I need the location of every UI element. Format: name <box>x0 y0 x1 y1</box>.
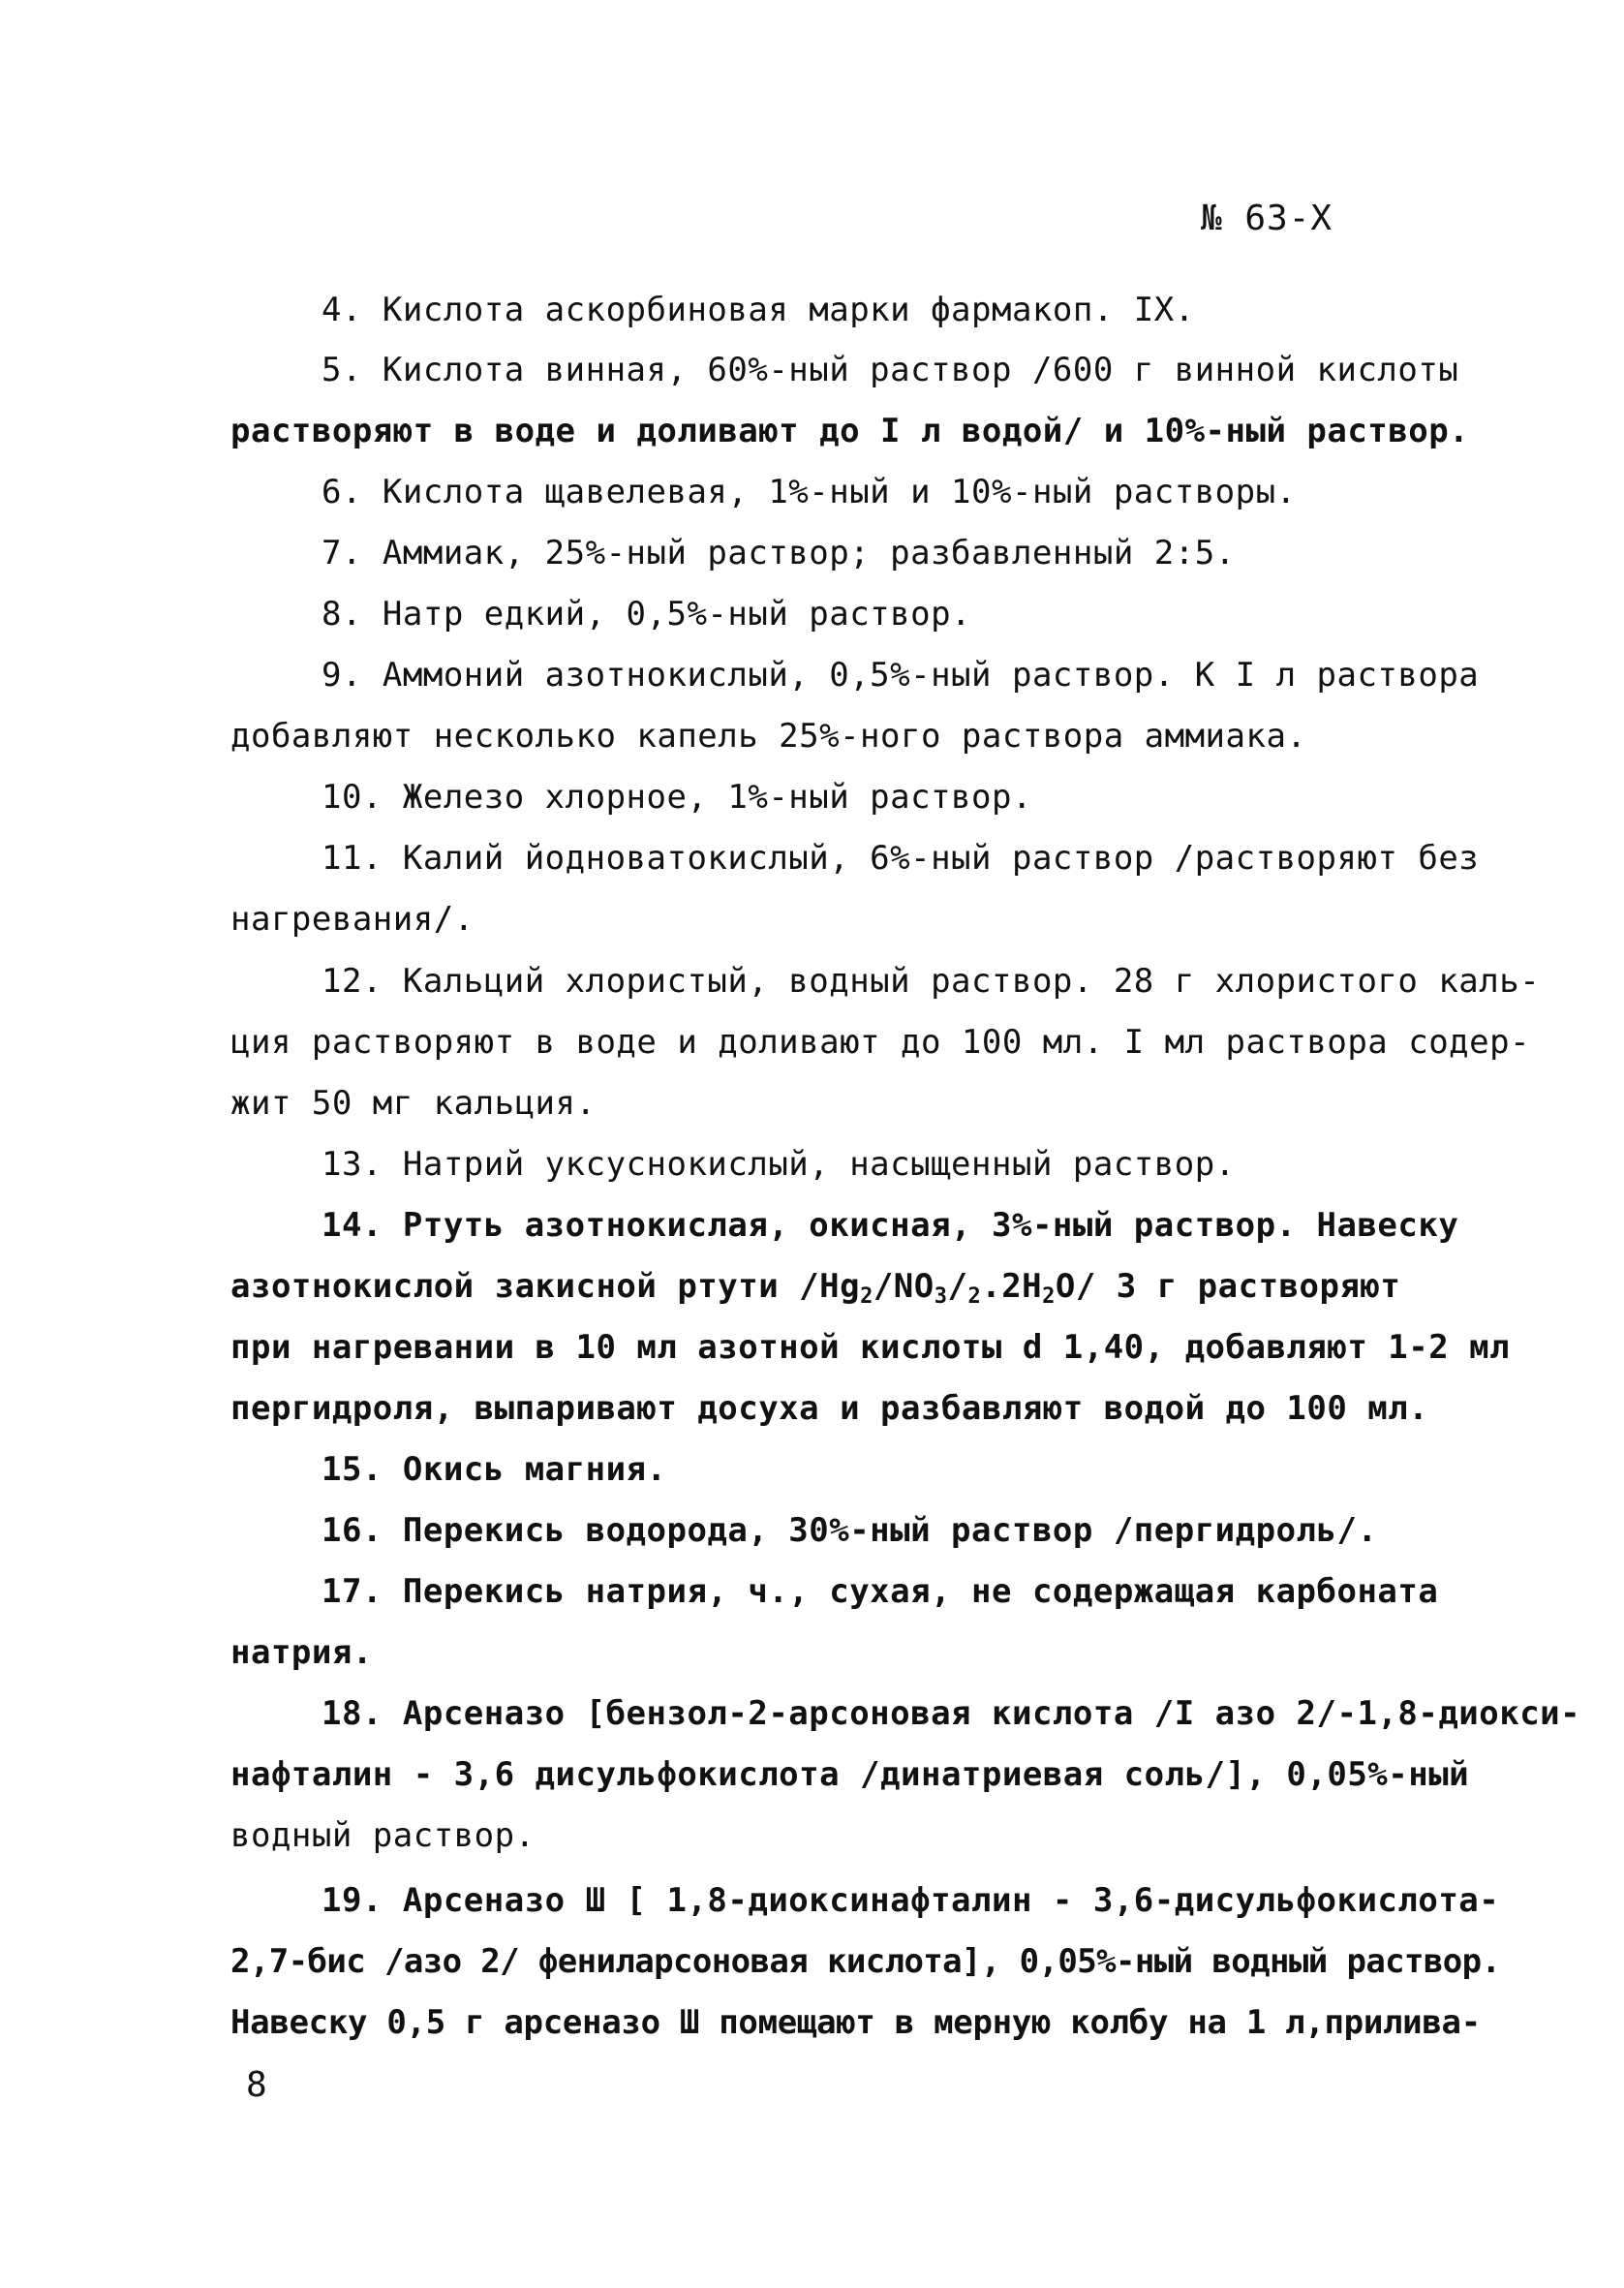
text-line: 9. Аммоний азотнокислый, 0,5%-ный раствор. К I л раствора <box>322 656 1480 695</box>
text-line: 7. Аммиак, 25%-ный раствор; разбавленный 2:5. <box>322 534 1236 572</box>
text-line: при нагревании в 10 мл азотной кислоты d 1,40, добавляют 1-2 мл <box>230 1328 1511 1367</box>
text-line: нафталин - 3,6 дисульфокислота /динатриевая соль/], 0,05%-ный <box>230 1755 1470 1794</box>
text-line: 2,7-бис /азо 2/ фениларсоновая кислота], 0,05%-ный водный раствор. <box>230 1942 1501 1981</box>
text-line: 17. Перекись натрия, ч., сухая, не содержащая карбоната <box>322 1572 1439 1611</box>
text-line: пергидроля, выпаривают досуха и разбавляют водой до 100 мл. <box>230 1389 1429 1428</box>
page-number: 8 <box>246 2065 267 2105</box>
text-line: 15. Окись магния. <box>322 1450 667 1489</box>
text-line: 14. Ртуть азотнокислая, окисная, 3%-ный раствор. Навеску <box>322 1206 1459 1245</box>
text-line: ция растворяют в воде и доливают до 100 мл. I мл раствора содер- <box>230 1023 1531 1062</box>
text-line: 16. Перекись водорода, 30%-ный раствор /пергидроль/. <box>322 1511 1378 1550</box>
text-line: натрия. <box>230 1633 373 1672</box>
text-line: 4. Кислота аскорбиновая марки фармакоп. IX. <box>322 291 1195 329</box>
text-line: 11. Калий йодноватокислый, 6%-ный раствор /растворяют без <box>322 839 1480 878</box>
text-line: 19. Арсеназо Ш [ 1,8-диоксинафталин - 3,6-дисульфокислота- <box>322 1881 1500 1920</box>
text-line: 5. Кислота винная, 60%-ный раствор /600 г винной кислоты <box>322 351 1459 389</box>
text-line-formula: азотнокислой закисной ртути $/Hg_2/NO_3/_2.2H_2O/$ 3 г растворяют <box>230 1267 1401 1309</box>
text-line: 13. Натрий уксуснокислый, насыщенный раствор. <box>322 1145 1236 1184</box>
text-line: водный раствор. <box>230 1816 536 1855</box>
text-line: 10. Железо хлорное, 1%-ный раствор. <box>322 778 1032 817</box>
text-line: растворяют в воде и доливают до I л водой/ и 10%-ный раствор. <box>230 412 1470 450</box>
text-line: Навеску 0,5 г арсеназо Ш помещают в мерную колбу на 1 л,прилива- <box>230 2003 1481 2042</box>
document-number: № 63-X <box>1201 199 1333 238</box>
text-line: жит 50 мг кальция. <box>230 1084 597 1123</box>
text-line: нагревания/. <box>230 900 475 939</box>
text-line: добавляют несколько капель 25%-ного раствора аммиака. <box>230 717 1307 756</box>
text-line: 18. Арсеназо [бензол-2-арсоновая кислота /I азо 2/-1,8-диокси- <box>322 1694 1581 1733</box>
text-line: 12. Кальций хлористый, водный раствор. 28 г хлористого каль- <box>322 962 1541 1001</box>
text-line: 8. Натр едкий, 0,5%-ный раствор. <box>322 595 972 634</box>
text-line: 6. Кислота щавелевая, 1%-ный и 10%-ный растворы. <box>322 473 1297 511</box>
